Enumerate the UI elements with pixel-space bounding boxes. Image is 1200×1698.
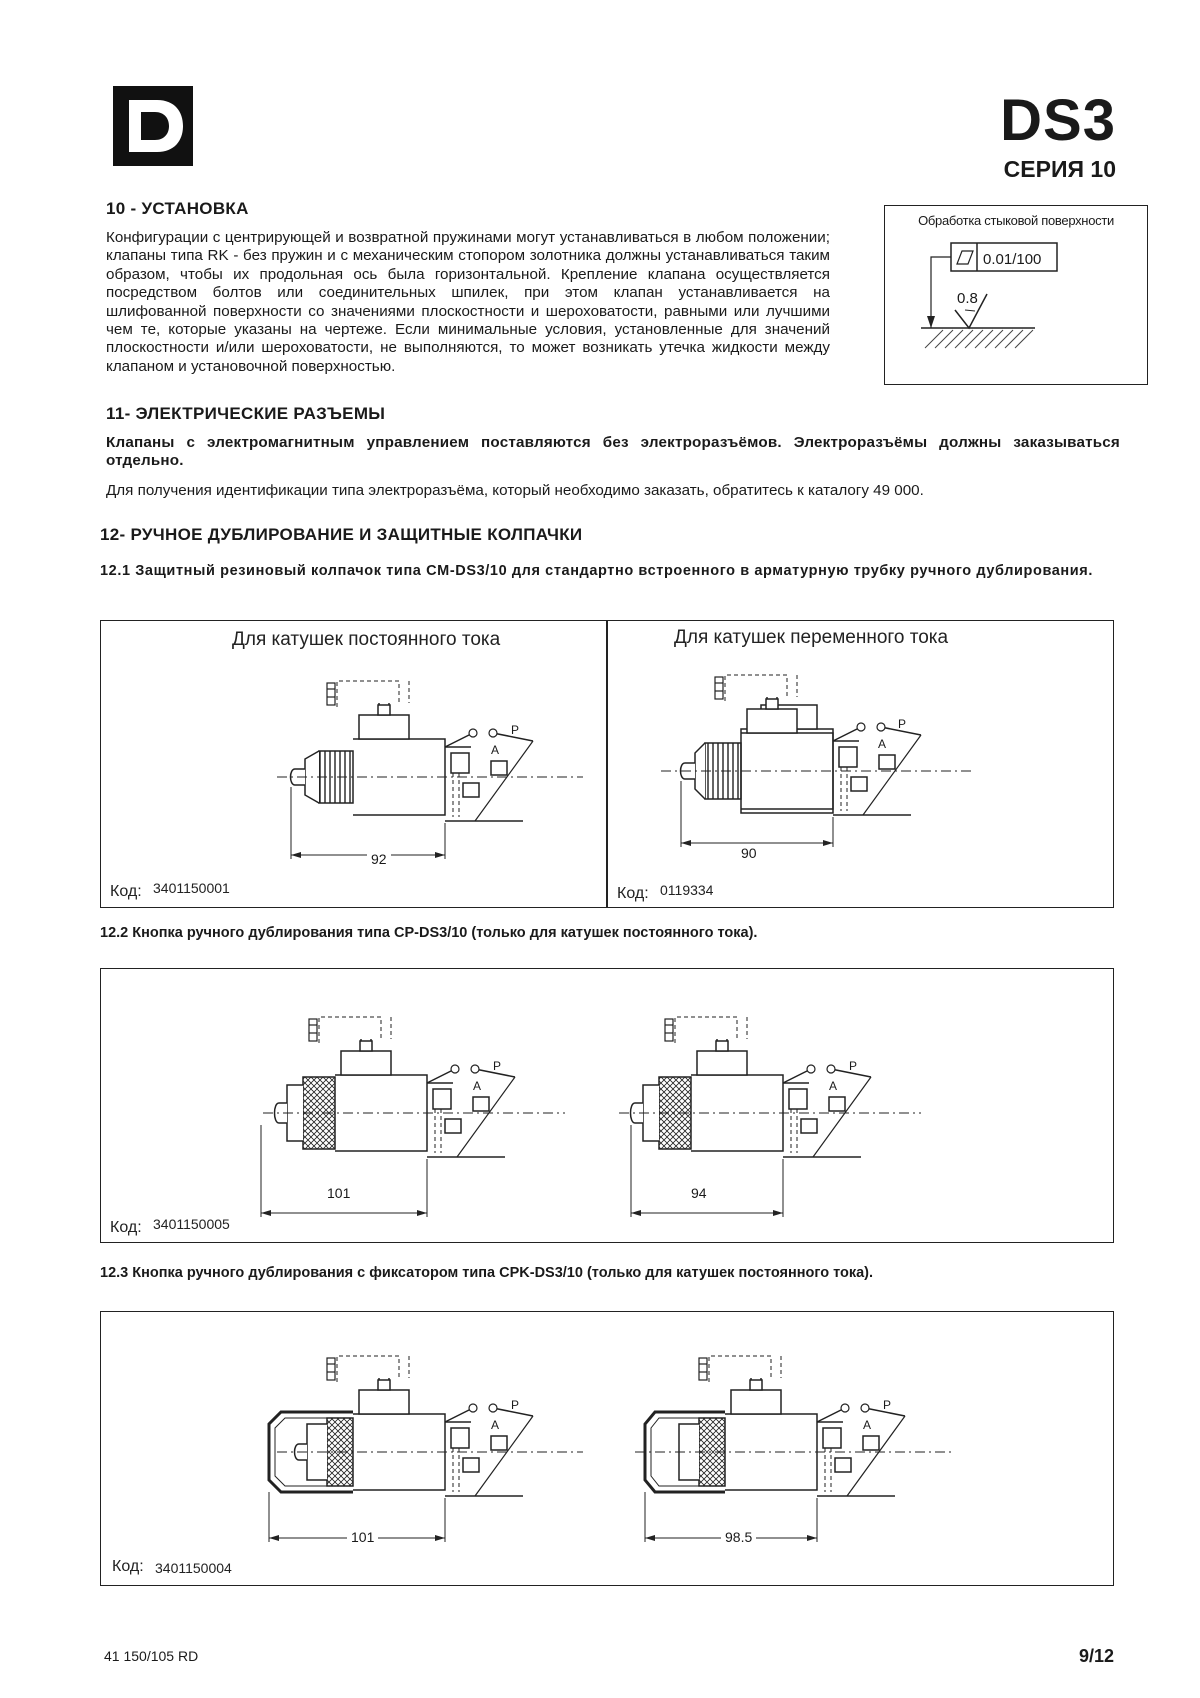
port-a-label: A bbox=[473, 1079, 482, 1093]
dimension-left: 101 bbox=[347, 1529, 378, 1545]
port-a-label: A bbox=[829, 1079, 838, 1093]
figure-12-2 bbox=[100, 968, 1114, 1243]
port-a-label: A bbox=[491, 1418, 500, 1432]
section-10-title: 10 - УСТАНОВКА bbox=[106, 199, 249, 218]
dimension-left: 101 bbox=[323, 1185, 354, 1201]
section-12-title: 12- РУЧНОЕ ДУБЛИРОВАНИЕ И ЗАЩИТНЫЕ КОЛПАЧКИ bbox=[100, 525, 583, 544]
port-p-label: P bbox=[883, 1398, 892, 1412]
figure-12-1 bbox=[100, 620, 1114, 908]
dimension-right: 94 bbox=[687, 1185, 711, 1201]
section-11-text: Для получения идентификации типа электроразъёма, который необходимо заказать, обратитесь к каталогу 49 000. bbox=[106, 482, 924, 499]
port-p-label: P bbox=[511, 1398, 520, 1412]
code-label: Код: bbox=[617, 885, 649, 902]
dimension-right: 98.5 bbox=[721, 1529, 756, 1545]
code-value: 3401150004 bbox=[155, 1560, 232, 1576]
company-logo bbox=[113, 86, 193, 166]
code-value-ac: 0119334 bbox=[660, 882, 714, 898]
series-title: СЕРИЯ 10 bbox=[1003, 156, 1116, 182]
figure-12-3 bbox=[100, 1311, 1114, 1586]
port-a-label: A bbox=[491, 743, 500, 757]
figure-caption-dc: Для катушек постоянного тока bbox=[232, 629, 501, 650]
port-a-label: A bbox=[878, 737, 887, 751]
page-number: 9/12 bbox=[1078, 1646, 1114, 1666]
code-value-dc: 3401150001 bbox=[153, 880, 230, 896]
dimension-dc: 92 bbox=[367, 851, 391, 867]
port-a-label: A bbox=[863, 1418, 872, 1432]
detent-button-drawings bbox=[101, 1312, 1113, 1585]
rubber-cap-drawings bbox=[101, 621, 1113, 907]
section-10-text: Конфигурации с центрирующей и возвратной пружинами могут устанавливаться в любом положении; клапаны типа RK - без пружин и с механическим стопором золотника должны устанавливаться таким образом, чтобы их продольная ось была горизонтальной. Крепление клапана осуществляется посредством болтов или соединительных шпилек, при этом клапан устанавливается на шлифованной поверхности со значениями плоскостности и шероховатости, равными или лучшими чем те, которые указаны на чертеже. Если минимальные условия, установленные для значений плоскостности и/или шероховатости, не выполняются, то может возникать утечка жидкости между клапаном и установочной поверхностью. bbox=[106, 229, 830, 375]
roughness-value: 0.8 bbox=[957, 290, 978, 307]
code-label: Код: bbox=[112, 1558, 144, 1575]
section-11-bold-text: Клапаны с электромагнитным управлением поставляются без электроразъёмов. Электроразъёмы должны заказываться отдельно. bbox=[106, 434, 1120, 470]
surface-finish-symbol bbox=[885, 206, 1147, 384]
document-number: 41 150/105 RD bbox=[104, 1648, 199, 1664]
port-p-label: P bbox=[849, 1059, 858, 1073]
subsection-12-3-title: 12.3 Кнопка ручного дублирования с фиксатором типа CPK-DS3/10 (только для катушек постоянного тока). bbox=[100, 1265, 874, 1281]
section-11-title: 11- ЭЛЕКТРИЧЕСКИЕ РАЗЪЕМЫ bbox=[106, 404, 386, 423]
model-title: DS3 bbox=[1000, 88, 1116, 153]
flatness-value: 0.01/100 bbox=[983, 251, 1042, 268]
figure-caption-ac: Для катушек переменного тока bbox=[674, 627, 949, 648]
port-p-label: P bbox=[898, 717, 907, 731]
dimension-ac: 90 bbox=[737, 845, 761, 861]
code-label: Код: bbox=[110, 1219, 142, 1236]
port-p-label: P bbox=[511, 723, 520, 737]
code-value: 3401150005 bbox=[153, 1216, 230, 1232]
subsection-12-2-title: 12.2 Кнопка ручного дублирования типа CP-DS3/10 (только для катушек постоянного тока). bbox=[100, 925, 758, 941]
subsection-12-1-title: 12.1 Защитный резиновый колпачок типа CM-DS3/10 для стандартно встроенного в арматурную трубку ручного дублирования. bbox=[100, 563, 1093, 579]
surface-finish-title: Обработка стыковой поверхности bbox=[918, 213, 1114, 228]
manual-button-drawings bbox=[101, 969, 1113, 1242]
port-p-label: P bbox=[493, 1059, 502, 1073]
code-label: Код: bbox=[110, 883, 142, 900]
surface-finish-box bbox=[884, 205, 1148, 385]
